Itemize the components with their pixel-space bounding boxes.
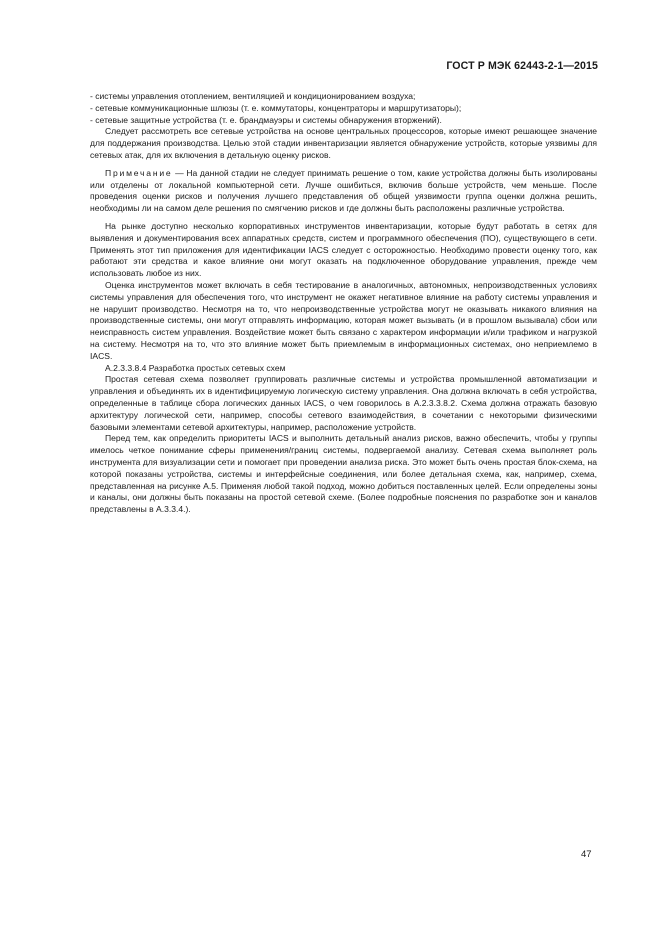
note-label: Примечание	[105, 167, 173, 178]
paragraph: Перед тем, как определить приоритеты IACS и выполнить детальный анализ рисков, важно обеспечить, чтобы у группы имелось четкое понимание сферы применения/границ системы, подвергаемой анализу. Сетевая схема выполняет роль инструмента для визуализации сети и помогает при проведении анализа риска. Это может быть очень простая блок-схема, на которой показаны устройства, системы и интерфейсные соединения, или более детальная схема, как, например, схема, представленная на рисунке А.5. Применяя любой такой подход, можно добиться поставленных целей. Если определены зоны и каналы, они должны быть показаны на простой сетевой схеме. (Более подробные пояснения по разработке зон и каналов представлены в А.3.3.4.).	[90, 433, 597, 515]
note-text: — На данной стадии не следует принимать решение о том, какие устройства должны быть изолированы или отделены от локальной компьютерной сети. Лучше ошибиться, включив больше устройств, чем меньше. После проведения оценки рисков и получения лучшего представления об общей уязвимости группа оценки должна решить, необходимы ли на самом деле решения по смягчению рисков и где должны быть расположены различные устройства.	[90, 167, 597, 214]
list-item: - системы управления отоплением, вентиляцией и кондиционированием воздуха;	[90, 91, 416, 101]
page-body	[90, 91, 597, 516]
page-number: 47	[581, 849, 592, 860]
list-item: - сетевые защитные устройства (т. е. брандмауэры и системы обнаружения вторжений).	[90, 114, 442, 125]
standard-header: ГОСТ Р МЭК 62443-2-1—2015	[446, 60, 598, 72]
note-paragraph	[90, 168, 597, 215]
paragraph: На рынке доступно несколько корпоративных инструментов инвентаризации, которые будут работать в сетях для выявления и документирования всех аппаратных средств, систем и программного обеспечения (ПО), существующего в сети. Применять этот тип приложения для идентификации IACS следует с осторожностью. Необходимо провести оценку того, как работают эти средства и какое влияние они могут оказать на подключенное оборудование управления, прежде чем использовать любое из них.	[90, 220, 597, 279]
paragraph: Оценка инструментов может включать в себя тестирование в аналогичных, автономных, непроизводственных условиях системы управления для обеспечения того, что инструмент не окажет негативное влияние на работу системы управления и не нарушит производство. Несмотря на то, что непроизводственные устройства могут не оказывать никакого влияния на производственные системы, они могут отправлять информацию, которая может вызывать (и в прошлом вызывала) сбои или неисправность систем управления. Воздействие может быть связано с характером информации и/или трафиком и нагрузкой на систему. Несмотря на то, что это влияние может быть приемлемым в информационных системах, оно неприемлемо в IACS.	[90, 279, 597, 361]
list-item: - сетевые коммуникационные шлюзы (т. е. коммутаторы, концентраторы и маршрутизаторы);	[90, 102, 462, 113]
paragraph: Следует рассмотреть все сетевые устройства на основе центральных процессоров, которые имеют решающее значение для поддержания производства. Целью этой стадии инвентаризации является обнаружение устройств, которые уязвимы для сетевых атак, для их включения в детальную оценку рисков.	[90, 126, 597, 160]
section-heading: А.2.3.3.8.4 Разработка простых сетевых схем	[105, 362, 286, 373]
paragraph: Простая сетевая схема позволяет группировать различные системы и устройства промышленной автоматизации и управления и объединять их в идентифицируемую логическую систему управления. Она должна включать в себя устройства, определенные в таблице сбора логических данных IACS, о чем говорилось в А.2.3.3.8.2. Схема должна отражать базовую архитектуру логической сети, например, способы сетевого взаимодействия, в сочетании с некоторыми физическими базовыми элементами сетевой архитектуры, например, расположение устройств.	[90, 374, 597, 432]
